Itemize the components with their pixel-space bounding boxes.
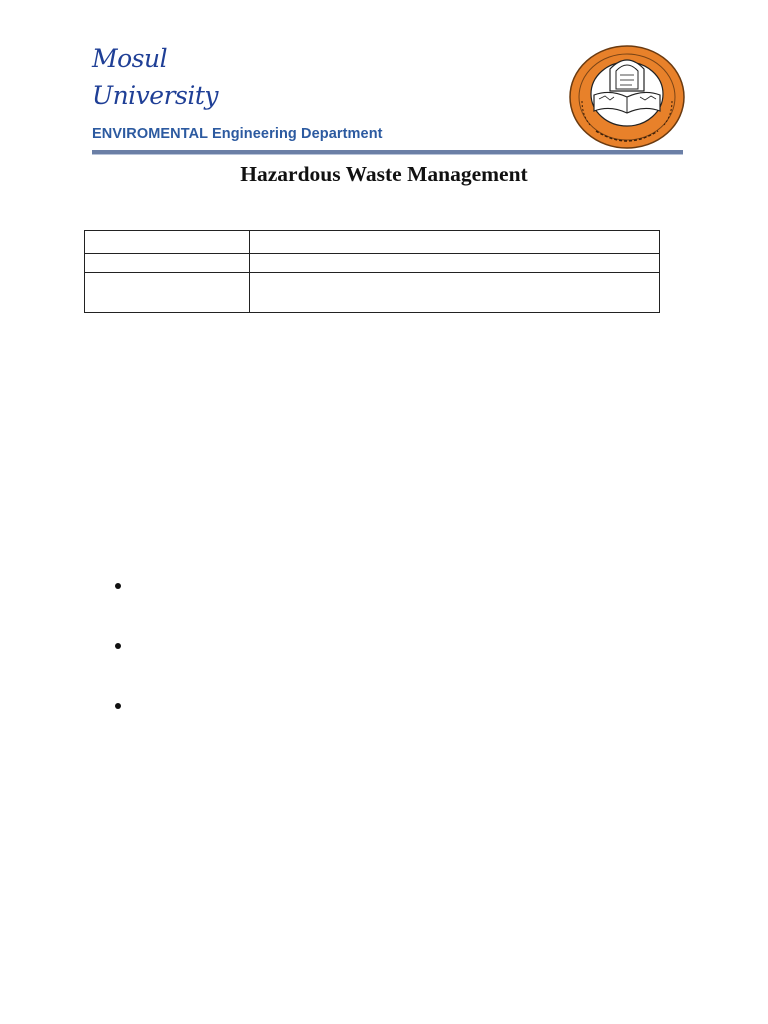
bullet-icon [115, 643, 121, 649]
bullet-icon [115, 583, 121, 589]
table-row [85, 273, 660, 313]
table-row [85, 231, 660, 254]
bullet-icon [115, 703, 121, 709]
info-table [84, 230, 660, 313]
table-cell [85, 273, 250, 313]
university-seal-logo [568, 45, 686, 149]
table-cell [85, 254, 250, 273]
table-cell [250, 273, 660, 313]
header-divider-shadow [92, 154, 683, 155]
table-cell [250, 254, 660, 273]
table-row [85, 254, 660, 273]
university-name-line1: Mosul [92, 44, 168, 73]
table-cell [250, 231, 660, 254]
university-name-line2: University [92, 81, 219, 110]
document-title: Hazardous Waste Management [240, 162, 528, 186]
department-name: ENVIROMENTAL Engineering Department [92, 126, 383, 142]
table-cell [85, 231, 250, 254]
